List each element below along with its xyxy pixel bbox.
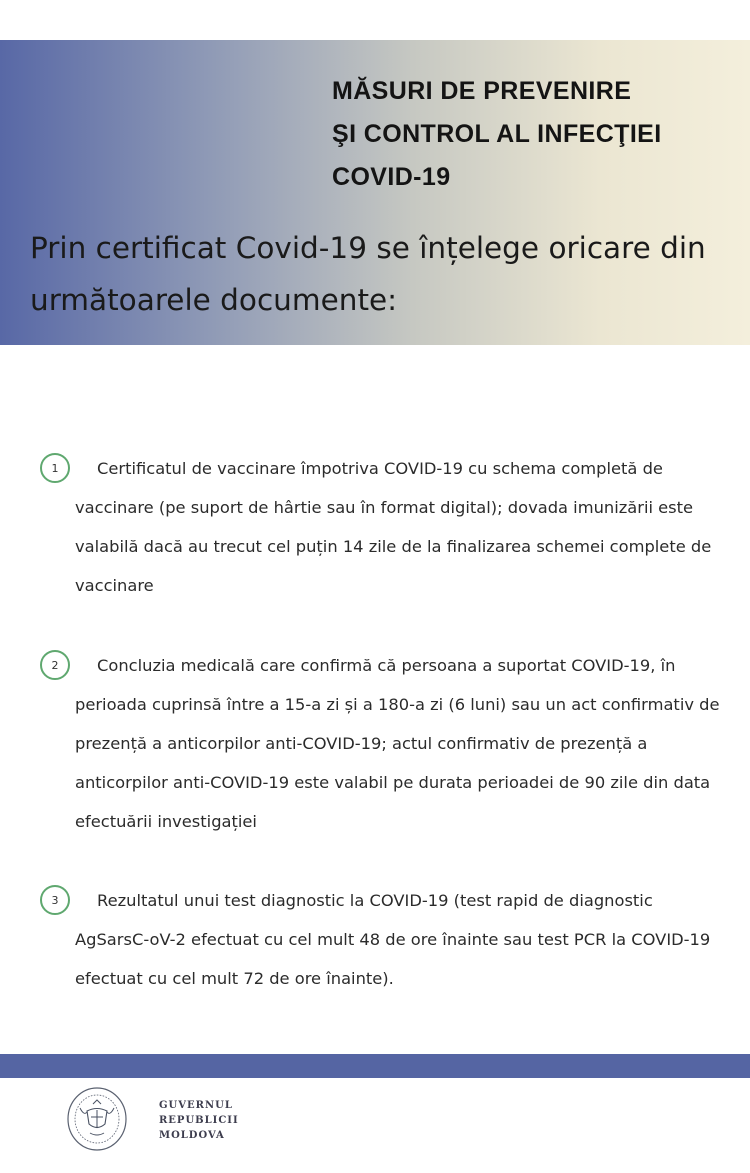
gov-line-2: REPUBLICII xyxy=(159,1115,239,1126)
item-number-badge: 1 xyxy=(40,453,70,483)
top-margin xyxy=(0,0,750,40)
moldova-government-seal-icon xyxy=(66,1086,128,1152)
title-line-3: COVID-19 xyxy=(332,163,451,191)
gov-line-3: MOLDOVA xyxy=(159,1130,225,1141)
title-line-2: ŞI CONTROL AL INFECŢIEI xyxy=(332,120,662,148)
item-number-badge: 3 xyxy=(40,885,70,915)
government-name xyxy=(159,1098,239,1143)
item-text: Rezultatul unui test diagnostic la COVID-19 (test rapid de diagnostic AgSarsC-oV-2 efectuat cu cel mult 48 de ore înainte sau test PCR la COVID-19 efectuat cu cel mult 72 de ore înainte). xyxy=(75,891,711,988)
item-text: Concluzia medicală care confirmă că persoana a suportat COVID-19, în perioada cuprinsă între a 15-a zi și a 180-a zi (6 luni) sau un act confirmativ de prezență a anticorpilor anti-COVID-19; actul confirmativ de prezență a anticorpilor anti-COVID-19 este valabil pe durata perioadei de 90 zile din data efectuării investigației xyxy=(75,656,720,831)
item-text: Certificatul de vaccinare împotriva COVID-19 cu schema completă de vaccinare (pe suport de hârtie sau în format digital); dovada imunizării este valabilă dacă au trecut cel puțin 14 zile de la finalizarea schemei complete de vaccinare xyxy=(75,459,712,595)
footer-bar xyxy=(0,1054,750,1078)
gov-line-1: GUVERNUL xyxy=(159,1100,233,1111)
page-subtitle: Prin certificat Covid-19 se înțelege oricare din următoarele documente: xyxy=(30,231,706,317)
page-title xyxy=(332,70,732,199)
item-number-badge: 2 xyxy=(40,650,70,680)
title-line-1: MĂSURI DE PREVENIRE xyxy=(332,77,632,105)
